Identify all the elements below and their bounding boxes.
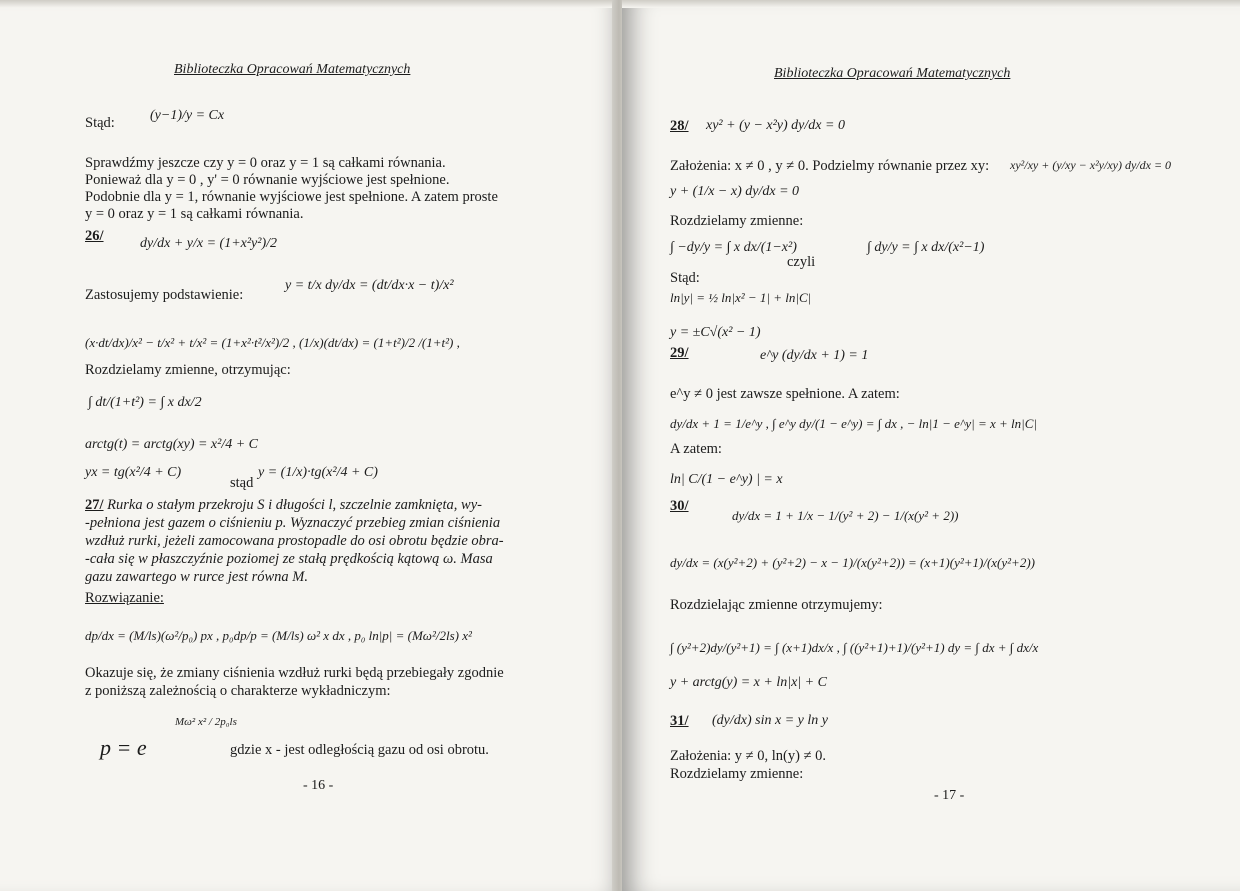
- eq28c: y + (1/x − x) dy/dx = 0: [670, 184, 800, 199]
- assume31: Założenia: y ≠ 0, ln(y) ≠ 0.: [670, 748, 827, 764]
- p1-line-4: y = 0 oraz y = 1 są całkami równania.: [85, 206, 304, 222]
- separate31: Rozdzielamy zmienne:: [670, 766, 804, 782]
- eq-int: ∫ dt/(1+t²) = ∫ x dx/2: [88, 395, 202, 410]
- right-header: Biblioteczka Opracowań Matematycznych: [774, 66, 1011, 81]
- problem-26-number: 26/: [85, 228, 104, 244]
- eq-yx: yx = tg(x²/4 + C): [85, 465, 182, 480]
- eq30b: dy/dx = (x(y²+2) + (y²+2) − x − 1)/(x(y²+2)) = (x+1)(y²+1)/(x(y²+2)): [670, 555, 1035, 570]
- eq-y: y = (1/x)·tg(x²/4 + C): [258, 465, 378, 480]
- p27-line-5: gazu zawartego w rurce jest równa M.: [85, 569, 309, 585]
- conc-line-2: z poniższą zależnością o charakterze wykładniczym:: [85, 683, 391, 699]
- solution-label: Rozwiązanie:: [85, 590, 164, 606]
- p1-line-3: Podobnie dla y = 1, równanie wyjściowe jest spełnione. A zatem proste: [85, 189, 498, 205]
- page-top-shadow: [0, 0, 620, 8]
- eq28g: y = ±C√(x² − 1): [670, 325, 761, 340]
- p30: Rozdzielając zmienne otrzymujemy:: [670, 597, 883, 613]
- problem-27: [85, 497, 482, 514]
- separate-label: Rozdzielamy zmienne, otrzymując:: [85, 362, 291, 378]
- azatem: A zatem:: [670, 441, 722, 457]
- problem-30-number: 30/: [670, 498, 689, 514]
- final-note: gdzie x - jest odległością gazu od osi obrotu.: [230, 742, 489, 758]
- right-page: [622, 0, 1240, 891]
- p27-line-3: wzdłuż rurki, jeżeli zamocowana prostopadle do osi obrotu będzie obra-: [85, 533, 504, 549]
- eq-final-lhs: p = e: [100, 735, 147, 760]
- eq-arctg: arctg(t) = arctg(xy) = x²/4 + C: [85, 437, 259, 452]
- problem-28-number: 28/: [670, 118, 689, 134]
- problem-27-number: 27/: [85, 497, 104, 513]
- eq-subst: y = t/x dy/dx = (dt/dx·x − t)/x²: [285, 278, 454, 293]
- stad-label: Stąd:: [85, 115, 115, 131]
- eq28e: ∫ dy/y = ∫ x dx/(x²−1): [867, 240, 985, 255]
- eq28: xy² + (y − x²y) dy/dx = 0: [706, 118, 845, 133]
- eq28d: ∫ −dy/y = ∫ x dx/(1−x²): [670, 240, 797, 255]
- eq31: (dy/dx) sin x = y ln y: [712, 713, 828, 728]
- eq29c: ln| C/(1 − e^y) | = x: [670, 472, 783, 487]
- eq1: (y−1)/y = Cx: [150, 108, 225, 123]
- p27-line-2: -pełniona jest gazem o ciśnieniu p. Wyznaczyć przebieg zmian ciśnienia: [85, 515, 501, 531]
- conc-line-1: Okazuje się, że zmiany ciśnienia wzdłuż rurki będą przebiegały zgodnie: [85, 665, 504, 681]
- eq26: dy/dx + y/x = (1+x²y²)/2: [140, 236, 278, 251]
- eq-sub2: (x·dt/dx)/x² − t/x² + t/x² = (1+x²·t²/x²)/2 , (1/x)(dt/dx) = (1+t²)/2 /(1+t²) ,: [85, 335, 460, 350]
- eq-dp: dp/dx = (M/ls)(ω²/p₀) px , p₀dp/p = (M/ls) ω² x dx , p₀ ln|p| = (Mω²/2ls) x²: [85, 628, 472, 643]
- separate-label-right: Rozdzielamy zmienne:: [670, 213, 804, 229]
- problem-29-number: 29/: [670, 345, 689, 361]
- eq30c: ∫ (y²+2)dy/(y²+1) = ∫ (x+1)dx/x , ∫ ((y²+1)+1)/(y²+1) dy = ∫ dx + ∫ dx/x: [670, 640, 1039, 655]
- eq29b: dy/dx + 1 = 1/e^y , ∫ e^y dy/(1 − e^y) = ∫ dx , − ln|1 − e^y| = x + ln|C|: [670, 416, 1037, 431]
- eq30d: y + arctg(y) = x + ln|x| + C: [670, 675, 827, 690]
- page-number-right: - 17 -: [934, 788, 965, 803]
- p1-line-2: Ponieważ dla y = 0 , y' = 0 równanie wyjściowe jest spełnione.: [85, 172, 450, 188]
- stad-right: Stąd:: [670, 270, 700, 286]
- page-number-left: - 16 -: [303, 778, 334, 793]
- subst-label: Zastosujemy podstawienie:: [85, 287, 244, 303]
- p29: e^y ≠ 0 jest zawsze spełnione. A zatem:: [670, 386, 900, 402]
- problem-31-number: 31/: [670, 713, 689, 729]
- eq28b: xy²/xy + (y/xy − x²y/xy) dy/dx = 0: [1010, 158, 1172, 172]
- p27-line-1: Rurka o stałym przekroju S i długości l, szczelnie zamknięta, wy-: [107, 497, 482, 513]
- eq-final-exp: Mω² x² / 2p₀ls: [175, 716, 237, 728]
- eq29: e^y (dy/dx + 1) = 1: [760, 348, 869, 363]
- stad2: stąd: [230, 475, 254, 491]
- page-top-shadow-right: [622, 0, 1240, 8]
- assume28: Założenia: x ≠ 0 , y ≠ 0. Podzielmy równanie przez xy:: [670, 158, 990, 174]
- p1-line-1: Sprawdźmy jeszcze czy y = 0 oraz y = 1 są całkami równania.: [85, 155, 446, 171]
- eq28f: ln|y| = ½ ln|x² − 1| + ln|C|: [670, 290, 812, 305]
- left-header: Biblioteczka Opracowań Matematycznych: [174, 62, 411, 77]
- eq30: dy/dx = 1 + 1/x − 1/(y² + 2) − 1/(x(y² + 2)): [732, 508, 959, 523]
- p27-line-4: -cała się w płaszczyźnie poziomej ze stałą prędkością kątową ω. Masa: [85, 551, 493, 567]
- czyli: czyli: [787, 254, 816, 270]
